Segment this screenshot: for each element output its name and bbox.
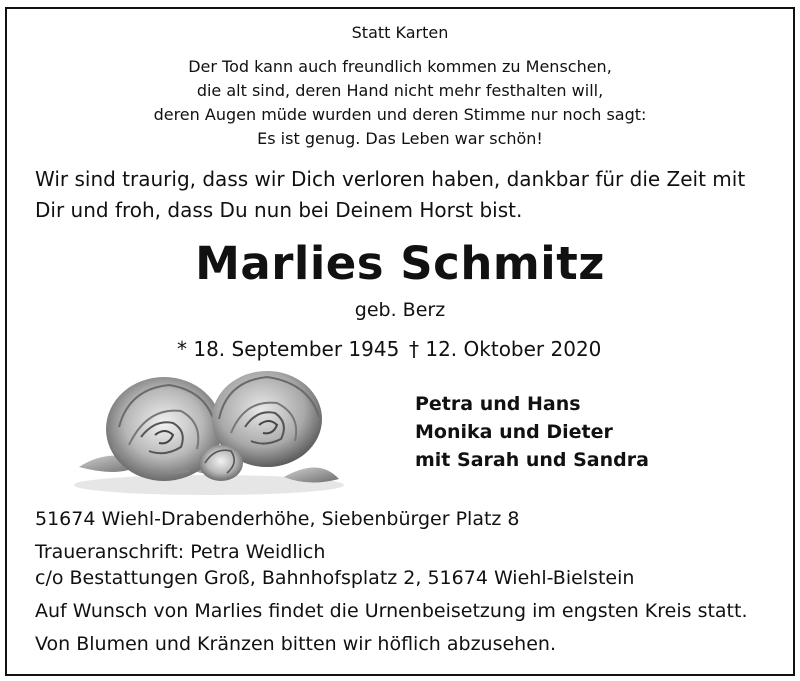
flowers-note: Von Blumen und Kränzen bitten wir höflich abzusehen.	[35, 633, 556, 655]
poem-line: Es ist genug. Das Leben war schön!	[257, 129, 543, 148]
poem-line: deren Augen müde wurden und deren Stimme nur noch sagt:	[153, 105, 647, 124]
family-line: Monika und Dieter	[415, 421, 613, 443]
poem-line: Der Tod kann auch freundlich kommen zu Menschen,	[188, 57, 612, 76]
address: 51674 Wiehl-Drabenderhöhe, Siebenbürger Platz 8	[35, 508, 520, 530]
intro-line: Wir sind traurig, dass wir Dich verloren haben, dankbar für die Zeit mit	[35, 167, 746, 191]
poem	[7, 55, 793, 151]
urn-note: Auf Wunsch von Marlies findet die Urnenbeisetzung im engsten Kreis statt.	[35, 600, 748, 622]
obituary-notice	[5, 7, 795, 676]
intro-line: Dir und froh, dass Du nun bei Deinem Horst bist.	[35, 198, 523, 222]
family-line: mit Sarah und Sandra	[415, 449, 649, 471]
poem-line: die alt sind, deren Hand nicht mehr festhalten will,	[196, 81, 604, 100]
heading: Statt Karten	[351, 23, 449, 42]
birth-date: * 18. September 1945	[177, 337, 400, 361]
family-members	[415, 390, 649, 474]
family-line: Petra und Hans	[415, 393, 581, 415]
roses-image	[69, 367, 349, 497]
death-date: † 12. Oktober 2020	[409, 337, 602, 361]
birth-name: geb. Berz	[354, 299, 446, 321]
deceased-name: Marlies Schmitz	[195, 237, 605, 290]
intro-text	[35, 164, 775, 226]
mourning-address-line: Traueranschrift: Petra Weidlich	[35, 541, 326, 563]
mourning-address-line: c/o Bestattungen Groß, Bahnhofsplatz 2, 51674 Wiehl-Bielstein	[35, 567, 635, 589]
